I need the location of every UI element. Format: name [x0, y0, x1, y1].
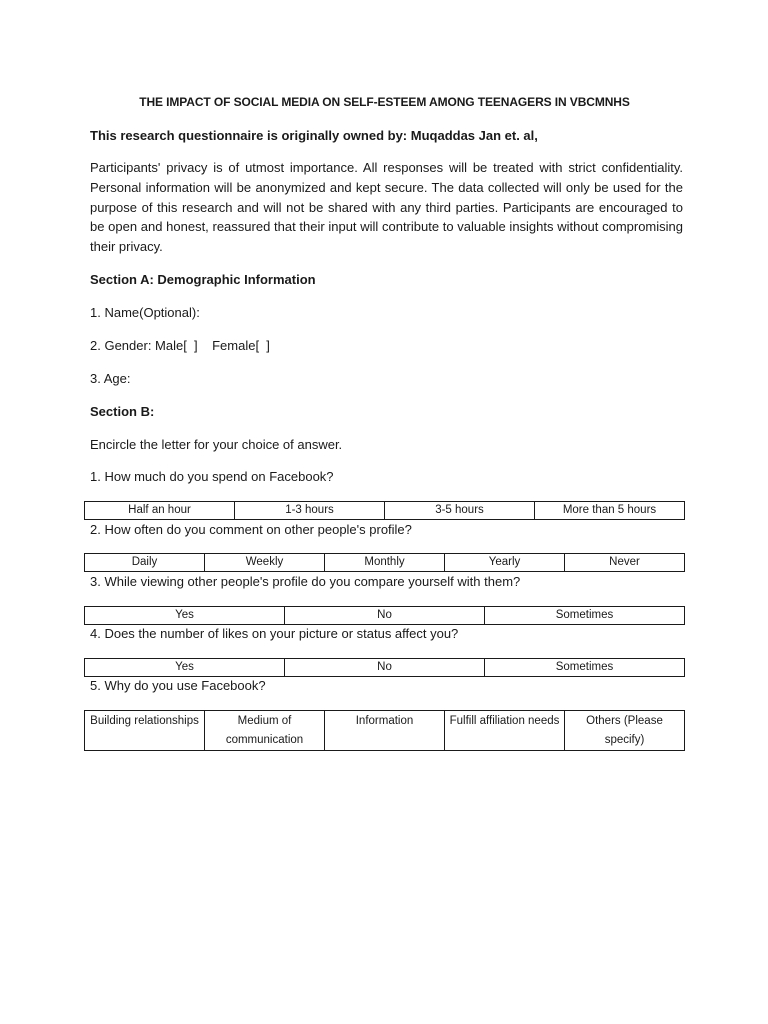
answer-option[interactable]: Yes — [85, 659, 285, 677]
answer-option[interactable]: Fulfill affiliation needs — [445, 711, 565, 751]
answer-option[interactable]: Never — [565, 554, 685, 572]
gender-field-label: 2. Gender: Male[ ] Female[ ] — [90, 338, 270, 353]
answer-option[interactable]: 1-3 hours — [235, 502, 385, 520]
answer-option[interactable]: Weekly — [205, 554, 325, 572]
answer-option[interactable]: Building relationships — [85, 711, 205, 751]
privacy-paragraph: Participants' privacy is of utmost importance. All responses will be treated with strict confidentiality. Personal information will be anonymized and kept secure. The data collected will only be used for the purpose of this research and will not be shared with any third parties. Participants are encouraged to be open and honest, reassured that their input will contribute to valuable insights without compromising their privacy. — [90, 160, 683, 255]
owner-line: This research questionnaire is originally owned by: Muqaddas Jan et. al, — [90, 128, 538, 143]
question-5-text: 5. Why do you use Facebook? — [90, 678, 266, 693]
question-3-text: 3. While viewing other people's profile do you compare yourself with them? — [90, 574, 521, 589]
answer-option[interactable]: Yes — [85, 607, 285, 625]
question-1-options — [84, 501, 685, 520]
answer-option[interactable]: 3-5 hours — [385, 502, 535, 520]
answer-option[interactable]: Yearly — [445, 554, 565, 572]
question-2-text: 2. How often do you comment on other people's profile? — [90, 522, 412, 537]
question-1-text: 1. How much do you spend on Facebook? — [90, 469, 334, 484]
name-field-label: 1. Name(Optional): — [90, 305, 200, 320]
question-4-options — [84, 658, 685, 677]
answer-option[interactable]: Others (Please specify) — [565, 711, 685, 751]
answer-option[interactable]: Information — [325, 711, 445, 751]
section-a-heading: Section A: Demographic Information — [90, 272, 316, 287]
section-b-heading: Section B: — [90, 404, 155, 419]
answer-option[interactable]: More than 5 hours — [535, 502, 685, 520]
age-field-label: 3. Age: — [90, 371, 131, 386]
section-b-instruction: Encircle the letter for your choice of answer. — [90, 437, 343, 452]
question-4-text: 4. Does the number of likes on your picture or status affect you? — [90, 626, 459, 641]
answer-option[interactable]: Sometimes — [485, 607, 685, 625]
answer-option[interactable]: Half an hour — [85, 502, 235, 520]
question-2-options — [84, 553, 685, 572]
answer-option[interactable]: Daily — [85, 554, 205, 572]
answer-option[interactable]: Monthly — [325, 554, 445, 572]
answer-option[interactable]: Sometimes — [485, 659, 685, 677]
question-3-options — [84, 606, 685, 625]
answer-option[interactable]: No — [285, 659, 485, 677]
answer-option[interactable]: No — [285, 607, 485, 625]
document-title: THE IMPACT OF SOCIAL MEDIA ON SELF-ESTEEM AMONG TEENAGERS IN VBCMNHS — [139, 95, 630, 109]
question-5-options — [84, 710, 685, 751]
answer-option[interactable]: Medium of communication — [205, 711, 325, 751]
